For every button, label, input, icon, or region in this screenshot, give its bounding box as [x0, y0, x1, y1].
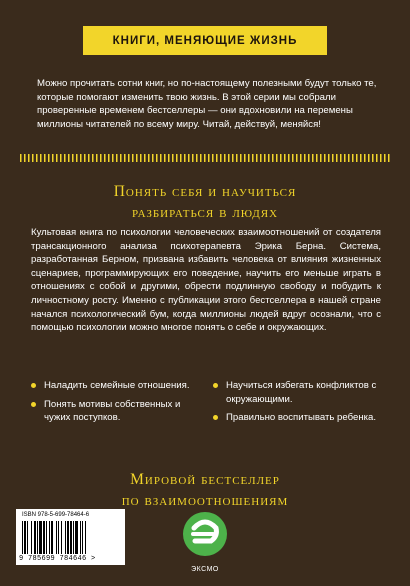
bullet-text: Правильно воспитывать ребенка. [226, 412, 377, 424]
dotted-divider [20, 154, 390, 162]
barcode-bar [24, 521, 26, 554]
eksmo-logo-icon [181, 508, 229, 568]
barcode-bar [80, 521, 81, 554]
description-paragraph: Культовая книга по психологии человеческих взаимоотношений от создателя трансакционного анализа психотерапевта Эрика Берна. Система, разработанная Берном, призвана избавить человека от влияния жизненных сценариев, программирующих его поведение, научить его меньше играть в отношениях с собой и другими, обрести подлинную свободу и побудить к личностному росту. Именно с публикации этого бестселлера в нашей стране начался психологический бум, когда миллионы людей вдруг осознали, что с помощью психологии можно многое понять о себе и окружающих. [31, 227, 381, 334]
barcode-bar [65, 521, 66, 554]
barcode-bar [58, 521, 59, 554]
barcode-bar [75, 521, 78, 554]
barcode-bar [37, 521, 38, 554]
barcode-bar [34, 521, 36, 554]
barcode-bar [67, 521, 69, 554]
bullet-text: Научиться избегать конфликтов с окружающими. [226, 380, 377, 405]
barcode-bar [85, 521, 86, 554]
bullet-item [31, 379, 206, 393]
barcode-digits: 9 785699 784646 > [19, 555, 96, 563]
bullet-dot-icon [31, 383, 36, 388]
bullet-dot-icon [213, 383, 218, 388]
barcode-bar [56, 521, 57, 554]
barcode-bar [61, 521, 62, 554]
barcode-bar [39, 521, 42, 554]
isbn-label: ISBN 978-5-699-78464-6 [22, 512, 90, 518]
bullet-item [213, 411, 388, 425]
barcode-bar [43, 521, 45, 554]
headline-bottom-line2: по взаимоотношениям [121, 492, 289, 509]
headline-bottom [20, 469, 390, 511]
headline-top-line2: разбираться в людях [131, 204, 279, 221]
barcode-bar [31, 521, 32, 554]
headline-top [20, 181, 390, 223]
barcode-bar [46, 521, 47, 554]
barcode-bar [27, 521, 28, 554]
barcode-bar [51, 521, 53, 554]
publisher-name: ЭКСМО [191, 566, 219, 573]
bullet-text: Понять мотивы собственных и чужих поступков. [44, 398, 181, 424]
intro-paragraph: Можно прочитать сотни книг, но по-настоящему полезными будут только те, которые помогают изменить твою жизнь. В этой серии мы собрали проверенные временем бестселлеры — они вдохновили на перемены миллионы читателей по всему миру. Читай, действуй, меняйся! [37, 78, 377, 130]
barcode-box [16, 509, 125, 565]
bullet-list-right [213, 379, 388, 430]
series-badge: КНИГИ, МЕНЯЮЩИЕ ЖИЗНЬ [83, 26, 327, 55]
bullet-text: Наладить семейные отношения. [44, 380, 190, 391]
headline-bottom-line1: Мировой бестселлер [130, 471, 280, 488]
headline-top-line1: Понять себя и научиться [113, 183, 297, 200]
bullet-item [31, 398, 206, 425]
bullet-dot-icon [213, 415, 218, 420]
bullet-dot-icon [31, 402, 36, 407]
bullet-item [213, 379, 388, 406]
barcode-bar [73, 521, 74, 554]
barcode-bar [49, 521, 50, 554]
barcode-bar [22, 521, 23, 554]
bullet-list-left [31, 379, 206, 430]
barcode-bar [82, 521, 83, 554]
barcode-bar [70, 521, 72, 554]
barcode-icon [22, 521, 119, 554]
